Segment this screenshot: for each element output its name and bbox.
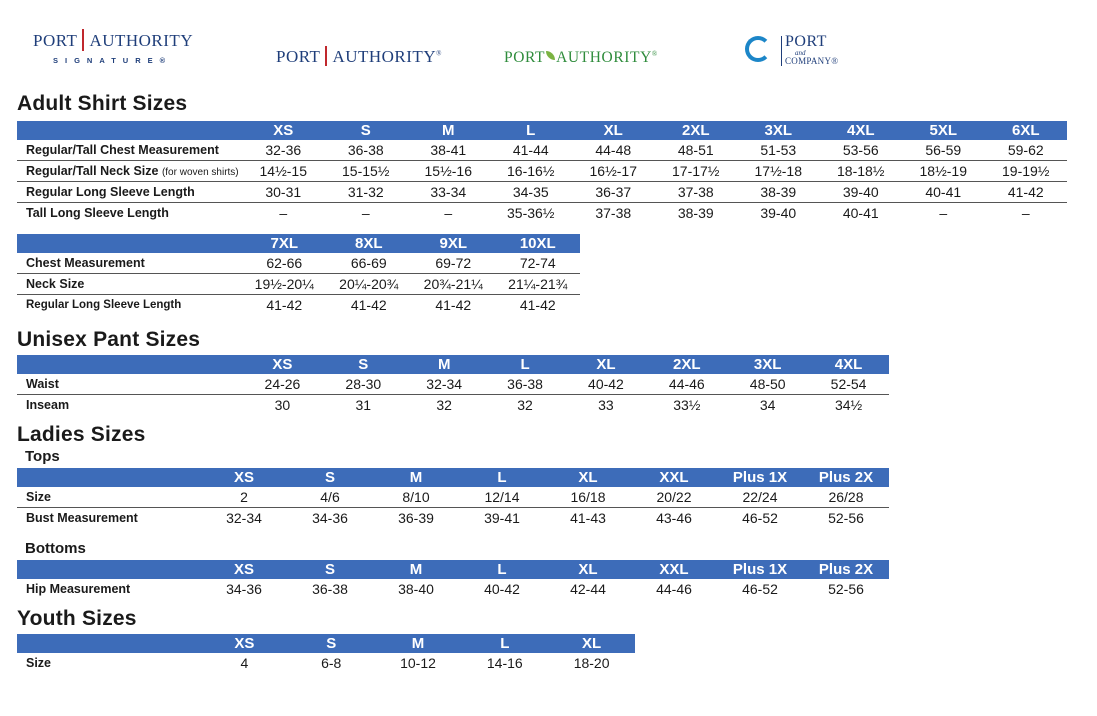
table-cell: 34-35 [490, 182, 573, 203]
table-cell: 17½-18 [737, 161, 820, 182]
size-header: XL [548, 634, 635, 653]
table-cell: – [279, 205, 288, 221]
size-header: XS [242, 355, 323, 374]
size-header: XL [545, 468, 631, 487]
table-row [17, 140, 1067, 161]
table-cell: 2 [201, 487, 287, 508]
table-cell: 44-46 [646, 374, 727, 395]
table-cell: – [361, 205, 370, 221]
table-cell: 42-44 [570, 581, 606, 597]
size-header: Plus 2X [803, 560, 889, 579]
row-label: Chest Measurement [17, 253, 242, 274]
table-cell: 44-46 [656, 581, 692, 597]
size-header: XS [201, 634, 288, 653]
adult-shirt-title: Adult Shirt Sizes [17, 92, 188, 115]
table-cell: 52-56 [828, 581, 864, 597]
size-header: Plus 1X [717, 468, 803, 487]
row-label-note: (for woven shirts) [161, 167, 239, 178]
table-cell: 44-48 [572, 140, 655, 161]
youth-title: Youth Sizes [17, 607, 137, 630]
table-cell: 38-40 [398, 581, 434, 597]
table-cell: 40-42 [484, 581, 520, 597]
size-header: XS [201, 560, 287, 579]
table-cell: 48-50 [727, 374, 808, 395]
table-row [17, 579, 889, 599]
table-cell: 12/14 [459, 487, 545, 508]
table-cell: 20/22 [631, 487, 717, 508]
table-cell: 43-46 [656, 510, 692, 526]
table-cell: 51-53 [737, 140, 820, 161]
table-row [17, 508, 889, 529]
table-cell: 36-37 [572, 182, 655, 203]
table-cell: 22/24 [717, 487, 803, 508]
table-row [17, 161, 1067, 182]
logo-text: and [795, 49, 806, 57]
size-header: 5XL [902, 121, 985, 140]
table-row [17, 274, 580, 295]
table-row [17, 182, 1067, 203]
size-header: XXL [631, 560, 717, 579]
table-cell: 33½ [673, 397, 701, 413]
row-label-text: Regular/Tall Neck Size [26, 164, 159, 178]
size-header: M [373, 560, 459, 579]
table-row [17, 395, 889, 416]
table-cell: 36-38 [312, 581, 348, 597]
table-cell: – [1021, 205, 1030, 221]
unisex-pant-title: Unisex Pant Sizes [17, 328, 201, 351]
size-header: XS [242, 121, 325, 140]
table-cell: – [444, 205, 453, 221]
logo-text: AUTHORITY [89, 31, 194, 50]
row-label: Size [26, 656, 52, 670]
size-header: 8XL [327, 234, 412, 253]
table-cell: 21¼-21¾ [496, 274, 581, 295]
adult-extended-table [17, 234, 580, 315]
table-cell: 41-42 [435, 297, 472, 313]
table-row [17, 487, 889, 508]
logo-text: PORT [785, 33, 827, 50]
table-cell: 41-42 [985, 182, 1068, 203]
table-cell: 41-43 [570, 510, 606, 526]
table-cell: 39-40 [820, 182, 903, 203]
table-cell: 18-18½ [820, 161, 903, 182]
size-header: S [288, 634, 375, 653]
table-row [17, 653, 635, 673]
table-cell: 69-72 [411, 253, 496, 274]
logo-text: PORT [33, 31, 78, 50]
table-cell: 36-38 [485, 374, 566, 395]
table-cell: 16½-17 [572, 161, 655, 182]
table-cell: 20¾-21¼ [411, 274, 496, 295]
table-cell: 20¼-20¾ [327, 274, 412, 295]
table-cell: 39-41 [484, 510, 520, 526]
table-cell: 46-52 [742, 510, 778, 526]
table-cell: 52-56 [828, 510, 864, 526]
size-header: L [461, 634, 548, 653]
size-header: L [459, 560, 545, 579]
size-header: XS [201, 468, 287, 487]
size-header: 4XL [820, 121, 903, 140]
ladies-bottoms-table [17, 560, 889, 599]
ladies-title: Ladies Sizes [17, 423, 146, 446]
table-cell: 40-42 [566, 374, 647, 395]
table-cell: – [939, 205, 948, 221]
table-cell: 52-54 [808, 374, 889, 395]
table-cell: 30-31 [242, 182, 325, 203]
table-cell: 17-17½ [655, 161, 738, 182]
table-cell: 32-34 [226, 510, 262, 526]
size-header: S [325, 121, 408, 140]
table-cell: 14½-15 [242, 161, 325, 182]
table-cell: 38-41 [407, 140, 490, 161]
table-cell: 16/18 [545, 487, 631, 508]
table-cell: 40-41 [842, 205, 879, 221]
size-header: XL [545, 560, 631, 579]
table-cell: 38-39 [737, 182, 820, 203]
logo-mark: ® [651, 49, 658, 58]
table-cell: 19-19½ [985, 161, 1068, 182]
size-header: Plus 2X [803, 468, 889, 487]
table-cell: 15-15½ [325, 161, 408, 182]
size-header: 4XL [808, 355, 889, 374]
table-cell: 37-38 [655, 182, 738, 203]
table-cell: 41-42 [519, 297, 556, 313]
size-header: 3XL [727, 355, 808, 374]
table-cell: 72-74 [496, 253, 581, 274]
table-cell: 59-62 [985, 140, 1068, 161]
size-header: S [287, 468, 373, 487]
table-cell: 62-66 [242, 253, 327, 274]
table-row [17, 253, 580, 274]
table-cell: 28-30 [323, 374, 404, 395]
table-cell: 32 [436, 397, 452, 413]
row-label: Bust Measurement [26, 511, 138, 525]
table-cell: 32-36 [242, 140, 325, 161]
table-cell: 53-56 [820, 140, 903, 161]
table-cell: 36-38 [325, 140, 408, 161]
table-cell: 41-44 [490, 140, 573, 161]
table-row [17, 374, 889, 395]
size-header: M [404, 355, 485, 374]
ladies-tops-title: Tops [25, 448, 60, 465]
row-label: Waist [17, 374, 242, 395]
size-header: L [485, 355, 566, 374]
size-header: 6XL [985, 121, 1068, 140]
table-cell: 34 [759, 397, 776, 413]
table-cell: 56-59 [902, 140, 985, 161]
port-authority-logo [276, 47, 442, 68]
ladies-tops-table [17, 468, 889, 528]
size-header: 7XL [242, 234, 327, 253]
table-cell: 18½-19 [902, 161, 985, 182]
size-header: XL [566, 355, 647, 374]
size-header: M [407, 121, 490, 140]
unisex-pant-table [17, 355, 889, 415]
table-cell: 14-16 [486, 655, 523, 671]
logo-text: AUTHORITY [556, 49, 652, 66]
table-cell: 38-39 [677, 205, 714, 221]
table-cell: 26/28 [803, 487, 889, 508]
table-cell: 46-52 [742, 581, 778, 597]
table-cell: 41-42 [350, 297, 387, 313]
table-row [17, 295, 580, 316]
size-header: 9XL [411, 234, 496, 253]
size-header: S [323, 355, 404, 374]
table-cell: 33-34 [407, 182, 490, 203]
table-cell: 36-39 [398, 510, 434, 526]
ladies-bottoms-title: Bottoms [25, 540, 86, 557]
table-cell: 66-69 [327, 253, 412, 274]
table-cell: 33 [598, 397, 614, 413]
table-cell: 41-42 [266, 297, 303, 313]
table-cell: 34-36 [312, 510, 348, 526]
ring-icon [745, 36, 771, 62]
table-cell: 32 [517, 397, 533, 413]
size-header: XL [572, 121, 655, 140]
row-label: Inseam [26, 398, 70, 412]
table-cell: 39-40 [760, 205, 797, 221]
row-label: Regular Long Sleeve Length [17, 182, 242, 203]
table-cell: 19½-20¼ [242, 274, 327, 295]
row-label: Neck Size [17, 274, 242, 295]
logo-text: AUTHORITY [332, 47, 437, 66]
size-header: L [459, 468, 545, 487]
table-cell: 37-38 [595, 205, 632, 221]
size-header: 2XL [655, 121, 738, 140]
size-header: L [490, 121, 573, 140]
table-cell: 31-32 [325, 182, 408, 203]
size-header: Plus 1X [717, 560, 803, 579]
table-cell: 34½ [834, 397, 863, 413]
row-label: Hip Measurement [26, 582, 131, 596]
row-label: Regular Long Sleeve Length [26, 299, 182, 311]
logo-text: COMPANY® [785, 56, 839, 66]
table-cell: 35-36½ [507, 205, 555, 221]
table-cell: 40-41 [902, 182, 985, 203]
table-row [17, 203, 1067, 224]
table-cell: 34-36 [226, 581, 262, 597]
table-cell: 8/10 [373, 487, 459, 508]
row-label: Regular/Tall Chest Measurement [17, 140, 242, 161]
row-label: Tall Long Sleeve Length [26, 206, 169, 220]
row-label: Size [17, 487, 201, 508]
table-cell: 30 [274, 397, 291, 413]
size-header: 3XL [737, 121, 820, 140]
size-header: XXL [631, 468, 717, 487]
table-cell: 32-34 [404, 374, 485, 395]
leaf-icon [546, 51, 555, 60]
table-cell: 4 [240, 655, 249, 671]
logo-text: PORT [276, 47, 321, 66]
logo-subtext: SIGNATURE® [53, 56, 173, 65]
adult-shirt-table [17, 121, 1067, 223]
table-cell: 4/6 [287, 487, 373, 508]
size-header: S [287, 560, 373, 579]
table-cell: 18-20 [573, 655, 610, 671]
table-cell: 31 [355, 397, 372, 413]
size-header: M [375, 634, 462, 653]
port-authority-signature-logo [33, 31, 194, 65]
size-header: 2XL [646, 355, 727, 374]
table-cell: 6-8 [321, 655, 342, 671]
row-label [17, 161, 242, 182]
port-and-company-logo [745, 33, 855, 69]
table-cell: 10-12 [400, 655, 436, 671]
size-header: M [373, 468, 459, 487]
logo-text: PORT [504, 49, 546, 66]
table-cell: 48-51 [655, 140, 738, 161]
youth-table [17, 634, 635, 673]
port-authority-green-logo [504, 49, 658, 67]
table-cell: 15½-16 [407, 161, 490, 182]
table-cell: 16-16½ [490, 161, 573, 182]
size-header: 10XL [496, 234, 581, 253]
table-cell: 24-26 [242, 374, 323, 395]
logo-mark: ® [436, 49, 442, 58]
